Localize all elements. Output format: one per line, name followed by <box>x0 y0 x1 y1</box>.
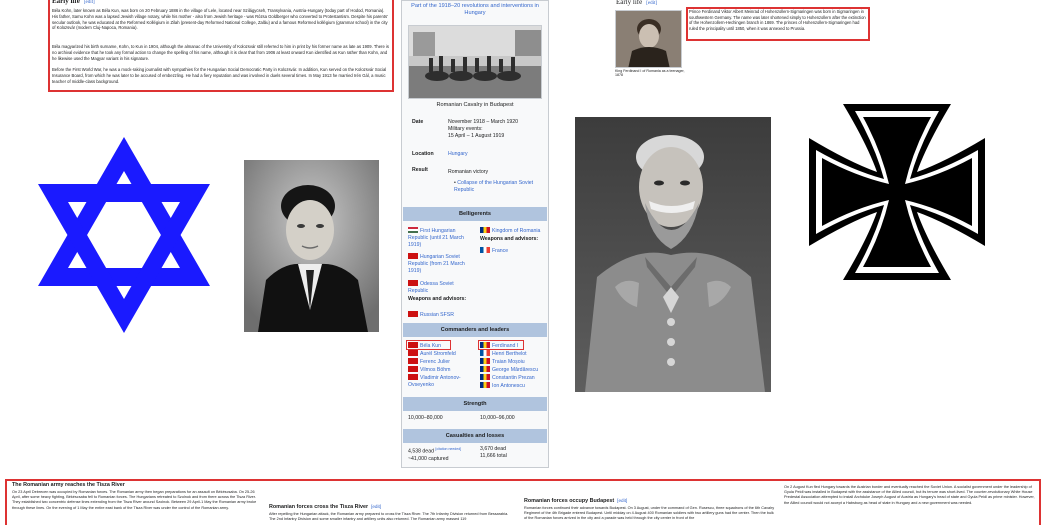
strength-right: 10,000–96,000 <box>480 415 515 421</box>
flag-icon <box>480 247 490 253</box>
paragraph: Béla magyarized his birth surname, Kohn, to Kun in 1904, although the almanac of the University of Kolozsvár still referred to him in print by his former name as late as 1909. There is no archival evidence that he took any formal action to change the spelling of his name, although it is clear that from 1906 at least onward Kun identified as Kun rather than Kohn, and he likewise used the Magyar variant in his signature. <box>52 44 389 61</box>
belligerents-left: First Hungarian Republic (until 21 March 1919) Hungarian Soviet Republic (from 21 March 1919) Odessa Soviet Republic Weapons and advisors: Russian SFSR <box>408 228 467 318</box>
highlight-box <box>406 340 451 350</box>
ferdinand-early-life-excerpt <box>614 0 872 80</box>
highlight-box <box>48 0 394 92</box>
ferdinand-portrait <box>575 117 771 392</box>
ferdinand-teen-photo <box>615 10 682 68</box>
iron-cross-icon <box>809 104 985 280</box>
highlight-box <box>478 340 524 350</box>
infobox: Part of the 1918–20 revolutions and interventions in Hungary Romanian Cavalry in Budapest Date November 1918 – March 1920 Military events: 15 April – 1 August 1919 Location Hungary Result Romanian victory • Collapse of the Hungarian Soviet Republic Belligerents First Hungarian Republic (until 21 March 1919) Hungarian Soviet Republic (from 21 March 1919) Odessa Soviet Republic Weapons and advisors: Russian SFSR Kingdom of Romania Weapons and advisors: France Commanders and leaders Béla Kun Aurél Stromfeld Ferenc Julier Vilmos Böhm Vladimir Antonov-Ovseyenko Ferdinand I Henri Berthelot Traian Moșoiu George Mărdărescu Constantin Prezan Ion Antonescu Strength 10,000–80,000 10,000–96,000 Casualties and losses 4,538 dead [citation needed] ~41,000 captured 3,670 dead 11,666 total <box>401 0 549 468</box>
paragraph: Prince Ferdinand Viktor Albert Meinrad of Hohenzollern-Sigmaringen was born in Sigmaringen in southwestern Germany. The name was later shortened simply to Hohenzollern after the extinction of the Hohenzollern-Hechingen branch in 1869. The princes of Hohenzollern-Sigmaringen had ruled the principality until 1850, when it was annexed to Prussia. <box>689 9 866 31</box>
thumb-caption: King Ferdinand I of Romania as a teenager, 1878 <box>615 69 685 78</box>
photo-caption: Romanian Cavalry in Budapest <box>436 102 514 108</box>
section-budapest: Romanian forces occupy Budapest [edit] Romanian forces continued their advance towards Budapest. On 3 August, under the command of Gen. Rusescu, three squadrons of the 6th Cavalry Regiment of the 4th Brigade entered Budapest. Until midday on 4 August 400 Romanian soldiers with two artillery guns had the center. Then the bulk of the Romanian forces arrived in the city and a parade was held through the city center in front of the <box>524 498 775 521</box>
flag-icon <box>408 227 418 233</box>
romanian-cavalry-photo <box>408 25 542 99</box>
section-aftermath: On 2 August Kun fled Hungary towards the Austrian border and eventually reached the Soviet Union. A socialist government under the leadership of Gyula Peidl was installed in Budapest with the assistance of the Allied council, but its tenure was short-lived. The counter-revolutionary White House Predestal Association attempted to install Archduke Joseph August of Austria as Hungary's head of state and Gyula Peidl as prime minister. However, the Allied council would not accept a Habsburg as head of state in Hungary and a new government was needed. <box>784 485 1035 505</box>
portrait-image <box>575 117 771 392</box>
belligerents-right: Kingdom of Romania Weapons and advisors: France <box>480 228 541 255</box>
flag-icon <box>408 280 418 286</box>
section-heading: Early life [edit] <box>52 0 95 5</box>
paragraph: Béla Kohn, later known as Béla Kun, was born on 20 February 1886 in the village of Lele, located near Szilágycseh, Transylvania, Austria-Hungary (today part of Hodod, Romania). His father, Samu Kohn was a lapsed Jewish village notary, while his mother - also from Jewish heritage - was Rózsa Goldberger who converted to Protestantism. Despite his parents' secular outlook, he was educated at the Reformed Kollégium in Zilah (present-day Reformed National College, Zalău) and a famous Reformed kollégium (grammar school) in the city of Kolozsvár (modern Cluj-Napoca, Romania). <box>52 8 388 31</box>
flag-icon <box>408 253 418 259</box>
highlight-box <box>686 7 870 41</box>
paragraph: Before the First World War, he was a mock-raking journalist with sympathies for the Hungarian Social Democratic Party in Kolozsvár. In addition, Kun served on the Kolozsvár Social Insurance Board, from which he was later to be accused of embezzling. He had a fiery reputation and was involved in duels several times. In May 1913 he married Irén Gál, a music teacher of middle-class background. <box>52 67 387 84</box>
casualties-right: 3,670 dead 11,666 total <box>480 446 507 460</box>
casualties-header: Casualties and losses <box>403 429 547 443</box>
highlight-box <box>5 479 1041 525</box>
flag-icon <box>480 227 490 233</box>
edit-link[interactable]: [edit] <box>83 0 95 5</box>
bela-kun-portrait <box>244 160 379 332</box>
flag-icon <box>408 311 418 317</box>
casualties-left: 4,538 dead [citation needed] ~41,000 captured <box>408 447 462 462</box>
edit-link[interactable]: [edit] <box>646 1 658 6</box>
infobox-part-of: Part of the 1918–20 revolutions and interventions in Hungary <box>411 3 539 16</box>
bottom-article-strip <box>0 478 1050 525</box>
star-of-david-icon <box>24 135 224 335</box>
belligerents-header: Belligerents <box>403 207 547 221</box>
section-heading: Early life [edit] <box>616 0 658 6</box>
strength-left: 10,000–80,000 <box>408 415 443 421</box>
strength-header: Strength <box>403 397 547 411</box>
commanders-header: Commanders and leaders <box>403 323 547 337</box>
portrait-image <box>244 160 379 332</box>
commanders-left: Béla Kun Aurél Stromfeld Ferenc Julier Vilmos Böhm Vladimir Antonov-Ovseyenko <box>408 343 461 389</box>
commanders-right: Ferdinand I Henri Berthelot Traian Moșoiu George Mărdărescu Constantin Prezan Ion Antonescu <box>480 342 546 391</box>
section-tisza-cross: Romanian forces cross the Tisza River [edit] After repelling the Hungarian attack, the Romanian army prepared to cross the Tisza River. The 7th Infantry Division returned from Bessarabia. The 2nd Infantry Division and some smaller infantry and artillery units also returned. The Romanian army massed 119 <box>269 504 509 522</box>
section-tisza-reach: The Romanian army reaches the Tisza River On 23 April Debrecen was occupied by Romanian forces. The Romanian army then began preparations for an assault on Békéscsaba. On 25-26 April, after some heavy fighting, Békéscsaba fell to Romanian forces. The Hungarians retreated to Szolnok and from there across the Tisza River. They established two concentric defense lines extending from the Tisza River around Szolnok. Between 29 April-1 May the Romanian army broke through these lines. On the evening of 1 May the entire east bank of the Tisza River was under the control of the Romanian army. <box>12 482 257 510</box>
